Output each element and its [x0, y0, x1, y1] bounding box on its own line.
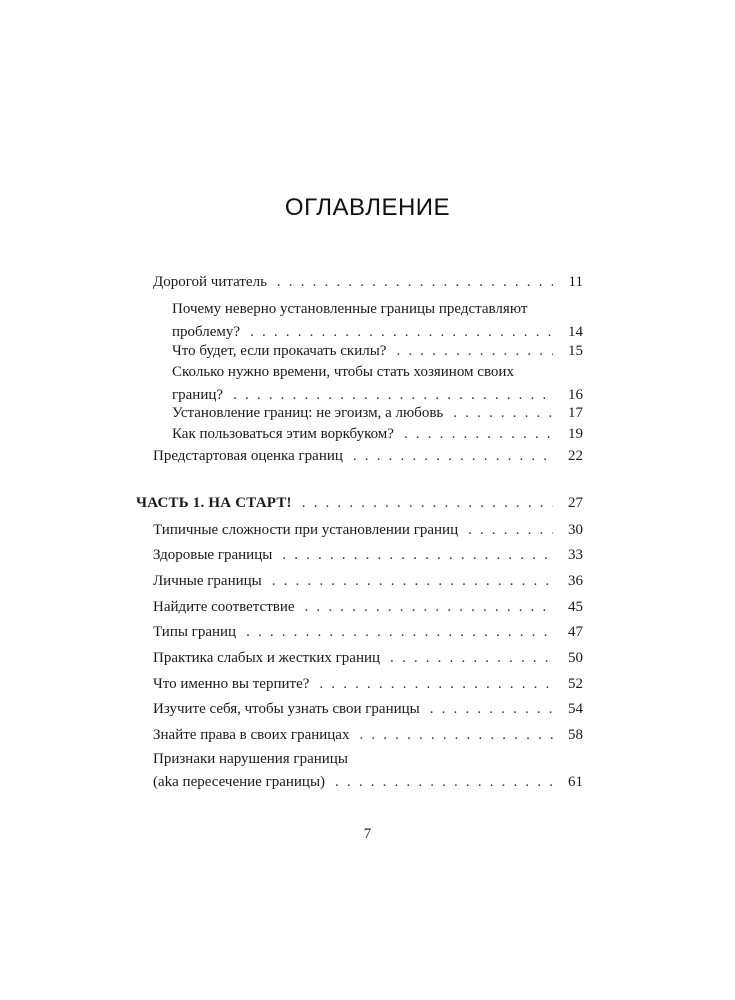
toc-entry-title: Типичные сложности при установлении границ — [153, 522, 459, 538]
toc-entry[interactable] — [153, 271, 583, 294]
toc-entry[interactable] — [153, 647, 583, 670]
dot-leader — [404, 423, 553, 446]
toc-entry-page: 14 — [568, 324, 583, 340]
dot-leader — [359, 724, 553, 747]
toc-entry-page: 27 — [568, 495, 583, 511]
toc-entry[interactable] — [172, 402, 583, 425]
toc-entry[interactable] — [172, 298, 583, 344]
toc-entry-page: 47 — [568, 624, 583, 640]
toc-entry-title: Типы границ — [153, 624, 237, 640]
toc-entry[interactable] — [153, 519, 583, 542]
toc-entry[interactable] — [153, 445, 583, 468]
dot-leader — [302, 492, 553, 515]
toc-entry-page: 17 — [568, 405, 583, 421]
toc-part-title: ЧАСТЬ 1. НА СТАРТ! — [136, 495, 292, 511]
toc-entry-page: 30 — [568, 522, 583, 538]
toc-entry-page: 11 — [568, 274, 583, 290]
toc-entry-title: Установление границ: не эгоизм, а любовь — [172, 405, 444, 421]
toc-entry-page: 54 — [568, 701, 583, 717]
toc-entry[interactable] — [153, 596, 583, 619]
toc-entry[interactable] — [153, 673, 583, 696]
dot-leader — [282, 544, 553, 567]
dot-leader — [390, 647, 553, 670]
toc-entry-title: Здоровые границы — [153, 547, 273, 563]
toc-entry-title: Дорогой читатель — [153, 274, 267, 290]
toc-part-heading[interactable] — [136, 492, 583, 515]
toc-entry-title: Практика слабых и жестких границ — [153, 650, 381, 666]
toc-entry-page: 61 — [568, 774, 583, 790]
dot-leader — [335, 771, 553, 794]
toc-entry-title: Знайте права в своих границах — [153, 727, 350, 743]
dot-leader — [353, 445, 553, 468]
dot-leader — [453, 402, 553, 425]
dot-leader — [277, 271, 553, 294]
toc-entry-title-line-1: Почему неверно установленные границы представляют — [172, 301, 528, 317]
toc-entry[interactable] — [153, 570, 583, 593]
dot-leader — [319, 673, 553, 696]
toc-entry[interactable] — [172, 423, 583, 446]
toc-entry[interactable] — [153, 724, 583, 747]
toc-entry-title: проблему? — [172, 324, 241, 340]
toc-entry[interactable] — [153, 698, 583, 721]
toc-entry-title: Предстартовая оценка границ — [153, 448, 343, 464]
toc-entry[interactable] — [153, 621, 583, 644]
toc-entry-page: 19 — [568, 426, 583, 442]
toc-entry[interactable] — [153, 748, 583, 794]
toc-entry-title: Найдите соответствие — [153, 599, 295, 615]
toc-entry-title: Как пользоваться этим воркбуком? — [172, 426, 394, 442]
toc-entry-page: 33 — [568, 547, 583, 563]
toc-entry-page: 36 — [568, 573, 583, 589]
toc-entry-title: Личные границы — [153, 573, 262, 589]
toc-entry-page: 45 — [568, 599, 583, 615]
toc-entry-title-line-1: Сколько нужно времени, чтобы стать хозяином своих — [172, 364, 514, 380]
toc-entry-page: 58 — [568, 727, 583, 743]
dot-leader — [396, 340, 553, 363]
page-title: ОГЛАВЛЕНИЕ — [284, 194, 451, 221]
toc-entry-page: 22 — [568, 448, 583, 464]
dot-leader — [246, 621, 553, 644]
toc-entry-title: Изучите себя, чтобы узнать свои границы — [153, 701, 420, 717]
dot-leader — [430, 698, 553, 721]
dot-leader — [305, 596, 553, 619]
toc-entry[interactable] — [153, 544, 583, 567]
toc-entry-title: границ? — [172, 387, 224, 403]
toc-entry-title: Что будет, если прокачать скилы? — [172, 343, 387, 359]
toc-entry-page: 50 — [568, 650, 583, 666]
toc-entry[interactable] — [172, 340, 583, 363]
toc-entry-page: 52 — [568, 676, 583, 692]
toc-entry-page: 16 — [568, 387, 583, 403]
toc-entry-title: (aka пересечение границы) — [153, 774, 326, 790]
toc-entry[interactable] — [172, 361, 583, 407]
dot-leader — [272, 570, 553, 593]
toc-entry-title: Что именно вы терпите? — [153, 676, 310, 692]
toc-entry-title-line-1: Признаки нарушения границы — [153, 751, 348, 767]
page-number: 7 — [363, 826, 372, 842]
toc-entry-page: 15 — [568, 343, 583, 359]
dot-leader — [468, 519, 553, 542]
